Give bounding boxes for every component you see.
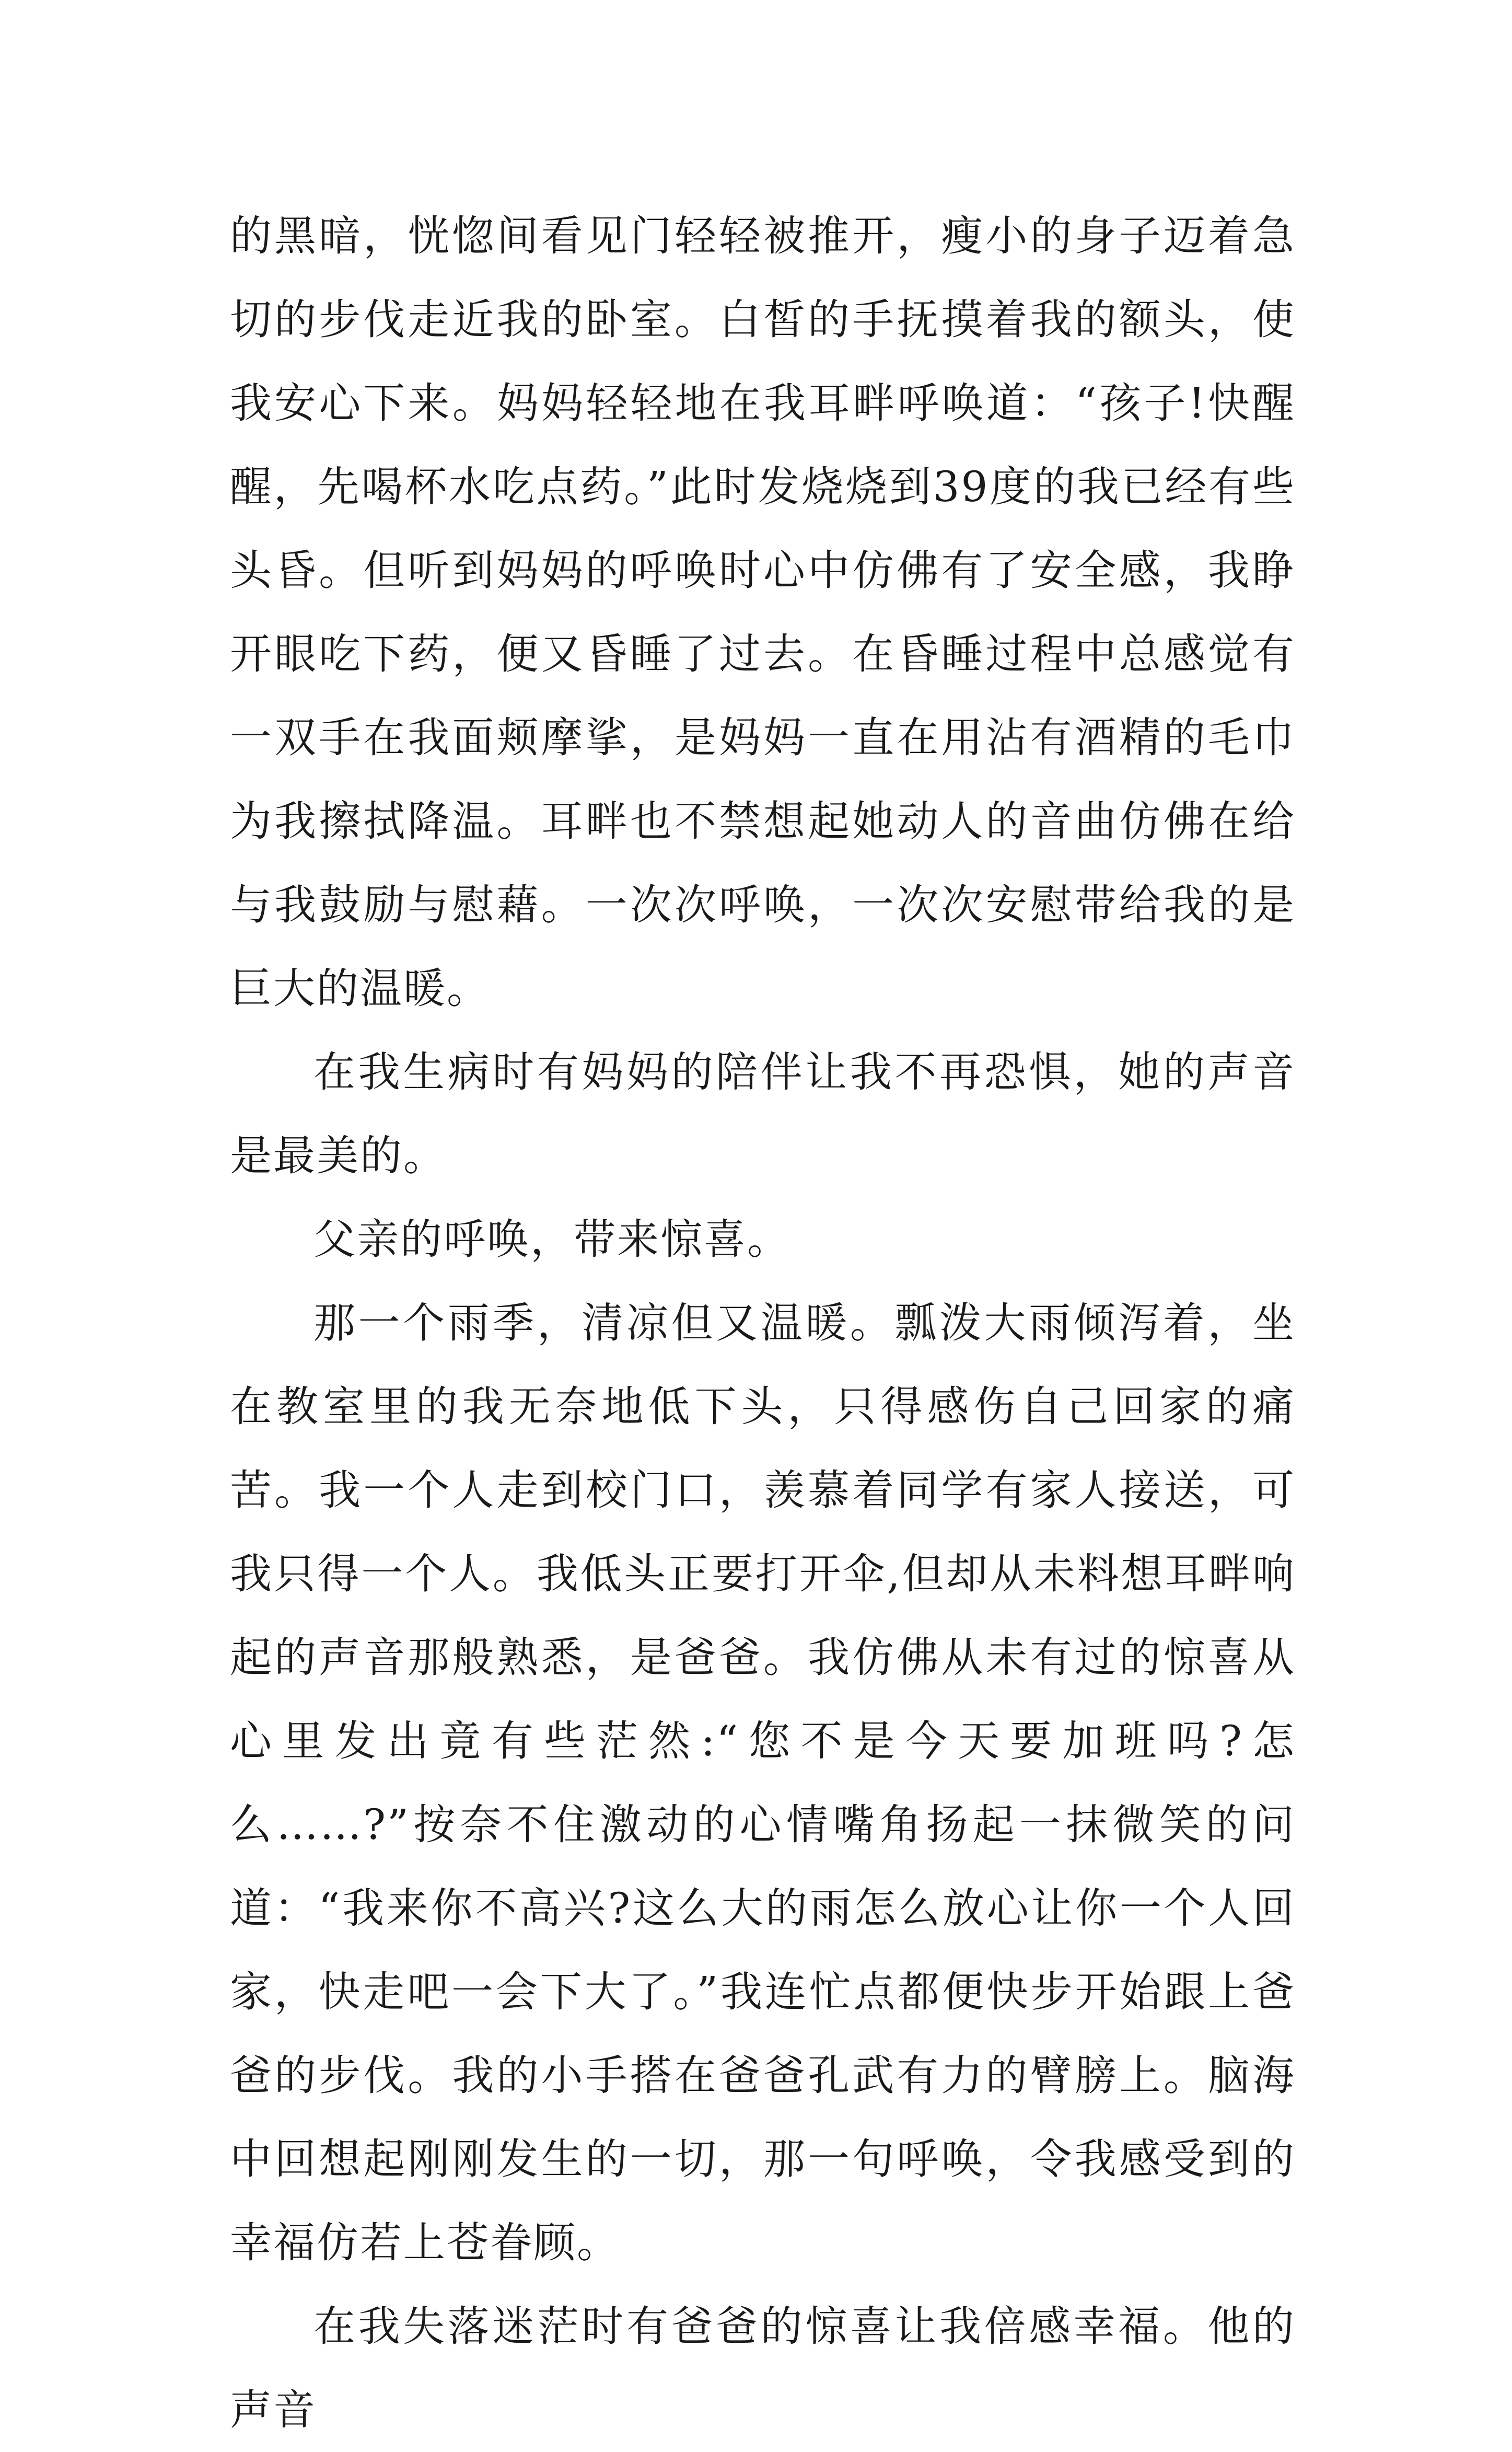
document-body <box>230 194 1296 2452</box>
paragraph-mother-summary: 在我生病时有妈妈的陪伴让我不再恐惧，她的声音是最美的。 <box>230 1048 1296 1180</box>
paragraph-father-heading: 父亲的呼唤，带来惊喜。 <box>313 1215 790 1264</box>
paragraph-father-rain: 那一个雨季，清凉但又温暖。瓢泼大雨倾泻着，坐在教室里的我无奈地低下头，只得感伤自己回家的痛苦。我一个人走到校门口，羡慕着同学有家人接送，可我只得一个人。我低头正要打开伞,但却从未料想耳畔响起的声音那般熟悉，是爸爸。我仿佛从未有过的惊喜从心里发出竟有些茫然:“您不是今天要加班吗?怎么……?”按奈不住激动的心情嘴角扬起一抹微笑的问道：“我来你不高兴?这么大的雨怎么放心让你一个人回家，快走吧一会下大了。”我连忙点都便快步开始跟上爸爸的步伐。我的小手搭在爸爸孔武有力的臂膀上。脑海中回想起刚刚发生的一切，那一句呼唤，令我感受到的幸福仿若上苍眷顾。 <box>230 1299 1296 2267</box>
paragraph-father-summary: 在我失落迷茫时有爸爸的惊喜让我倍感幸福。他的声音 <box>230 2302 1296 2434</box>
paragraph-mother-night: 的黑暗，恍惚间看见门轻轻被推开，瘦小的身子迈着急切的步伐走近我的卧室。白皙的手抚摸着我的额头，使我安心下来。妈妈轻轻地在我耳畔呼唤道：“孩子!快醒醒，先喝杯水吃点药。”此时发烧烧到39度的我已经有些头昏。但听到妈妈的呼唤时心中仿佛有了安全感，我睁开眼吃下药，便又昏睡了过去。在昏睡过程中总感觉有一双手在我面颊摩挲，是妈妈一直在用沾有酒精的毛巾为我擦拭降温。耳畔也不禁想起她动人的音曲仿佛在给与我鼓励与慰藉。一次次呼唤，一次次安慰带给我的是巨大的温暖。 <box>230 212 1296 1013</box>
